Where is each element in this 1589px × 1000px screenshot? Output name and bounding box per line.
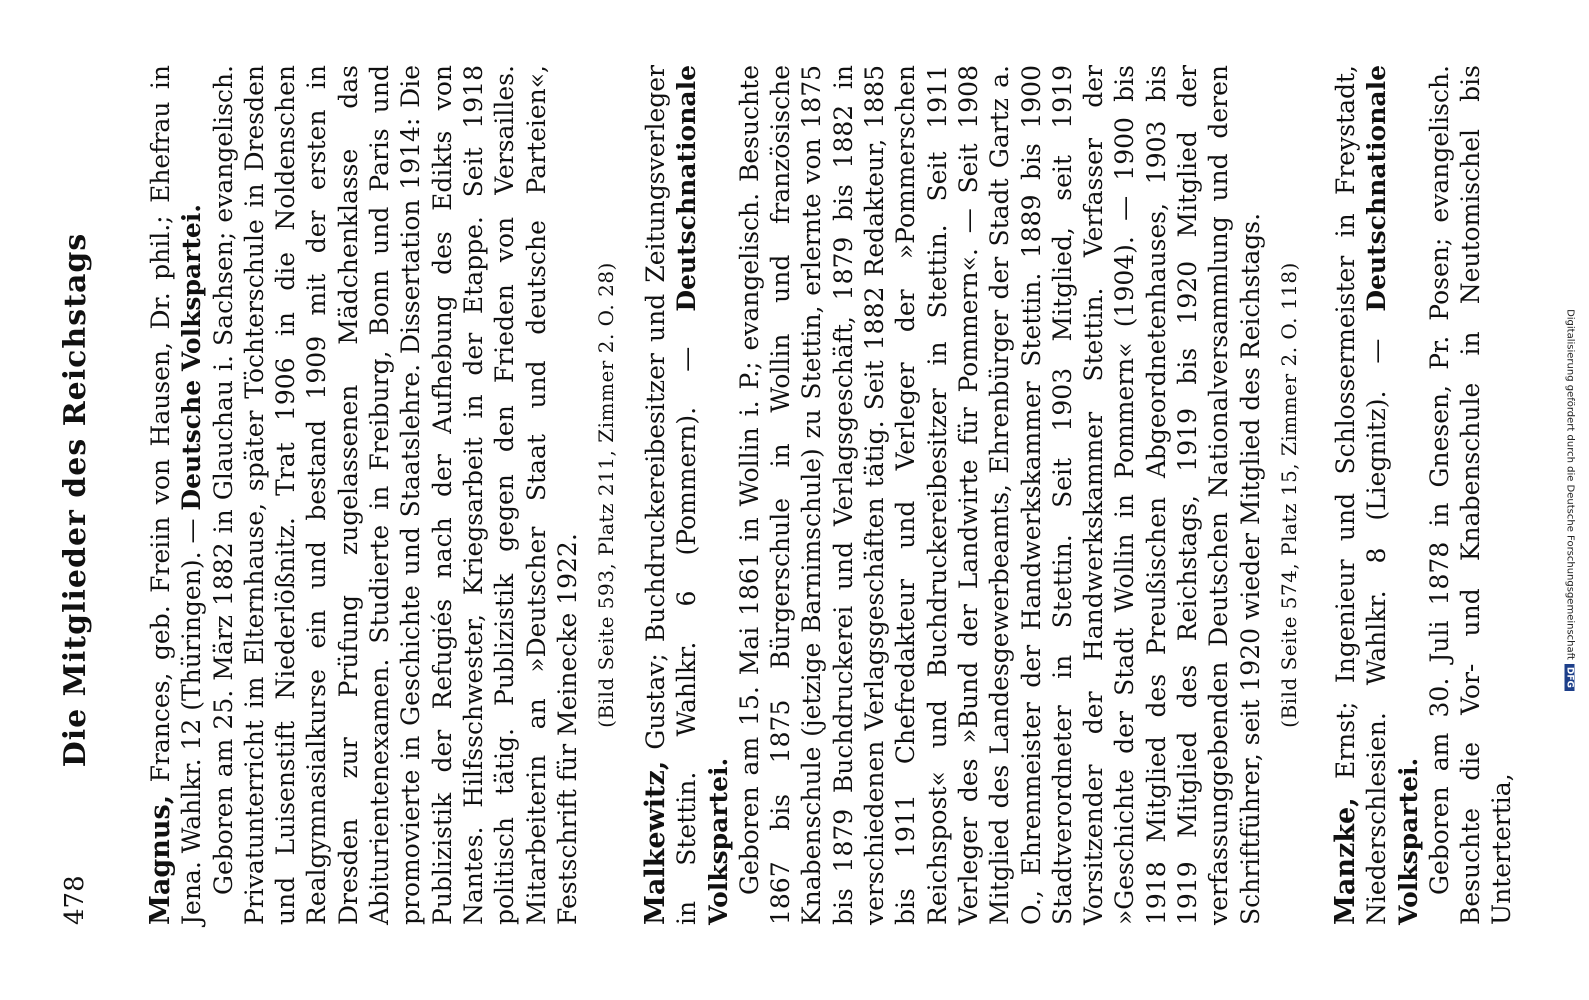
- entry-intro: Frances, geb. Freiin von Hausen, Dr. phil.; Ehefrau in Jena. Wahlkr. 12 (Thüringen). —: [146, 65, 207, 925]
- entry-intro: Gustav; Buchdruckereibesitzer und Zeitungsverleger in Stettin. Wahlkr. 6 (Pommern). —: [641, 65, 702, 925]
- entry-manzke: [1330, 65, 1518, 925]
- digitization-sidenote: [1552, 0, 1589, 1000]
- entry-body: Geboren am 30. Juli 1878 in Gnesen, Pr. Posen; evangelisch. Besuchte die Vor- und Knabenschule in Neutomischel bis Untertertia,: [1424, 65, 1517, 925]
- entry-name: Magnus,: [145, 794, 176, 925]
- entry-party: Deutsche Volkspartei.: [177, 204, 207, 511]
- entry-body: Geboren am 15. Mai 1861 in Wollin i. P.; evangelisch. Besuchte 1867 bis 1875 Bürgerschule in Wollin und französische Knabenschule (jetzige Barnimschule) zu Stettin, erlernte von 1875 bis 1879 Buchdruckerei und Verlagsgeschäft, 1879 bis 1882 in verschiedenen Verlagsgeschäften tätig. Seit 1882 Redakteur, 1885 bis 1911 Chefredakteur und Verleger der »Pommerschen Reichspost« und Buchdruckereibesitzer in Stettin. Seit 1911 Verleger des »Bund der Landwirte für Pommern«. — Seit 1908 Mitglied des Landesgewerbeamts, Ehrenbürger der Stadt Gartz a. O., Ehrenmeister der Handwerkskammer Stettin. 1889 bis 1900 Stadtverordneter in Stettin. Seit 1903 Mitglied, seit 1919 Vorsitzender der Handwerkskammer Stettin. Verfasser der »Geschichte der Stadt Wollin in Pommern« (1904). — 1900 bis 1918 Mitglied des Preußischen Abgeordnetenhauses, 1903 bis 1919 Mitglied des Reichstags, 1919 bis 1920 Mitglied der verfassunggebenden Deutschen Nationalversammlung und deren Schriftführer, seit 1920 wieder Mitglied des Reichstags.: [734, 65, 1265, 925]
- entry-name: Malkewitz,: [640, 760, 671, 925]
- sidenote-text: Digitalisierung gefördert durch die Deutsche Forschungsgemeinschaft: [1564, 309, 1576, 660]
- entry-name: Manzke,: [1330, 797, 1361, 925]
- page-number: 478: [60, 875, 90, 925]
- entry-body: Geboren am 25. März 1882 in Glauchau i. Sachsen; evangelisch. Privatunterricht im Elternhause, später Töchterschule in Dresden und Luisenstift Niederlößnitz. Trat 1906 in die Noldenschen Realgymnasialkurse ein und bestand 1909 mit der ersten in Dresden zur Prüfung zugelassenen Mädchenklasse das Abiturientenexamen. Studierte in Freiburg, Bonn und Paris und promovierte in Geschichte und Staatslehre. Dissertation 1914: Die Publizistik der Refugiés nach der Aufhebung des Edikts von Nantes. Hilfsschwester, Kriegsarbeit in der Etappe. Seit 1918 politisch tätig. Publizistik gegen den Frieden von Versailles. Mitarbeiterin an »Deutscher Staat und deutsche Parteien«, Festschrift für Meinecke 1922.: [208, 65, 582, 925]
- entry-caption: (Bild Seite 593, Platz 211, Zimmer 2. O. 28): [594, 262, 619, 728]
- entry-malkewitz: [640, 65, 1305, 925]
- entry-magnus: [145, 65, 622, 925]
- entry-intro: Ernst; Ingenieur und Schlossermeister in Freystadt, Niederschlesien. Wahlkr. 8 (Liegnitz). —: [1331, 65, 1392, 925]
- dfg-logo: DFG: [1565, 664, 1575, 691]
- running-header: Die Mitglieder des Reichstags: [58, 232, 93, 768]
- entry-caption: (Bild Seite 574, Platz 15, Zimmer 2. O. 118): [1276, 262, 1301, 728]
- entry-party: Deutschnationale Volkspartei.: [672, 65, 733, 925]
- entry-party: Deutschnationale Volkspartei.: [1362, 65, 1423, 925]
